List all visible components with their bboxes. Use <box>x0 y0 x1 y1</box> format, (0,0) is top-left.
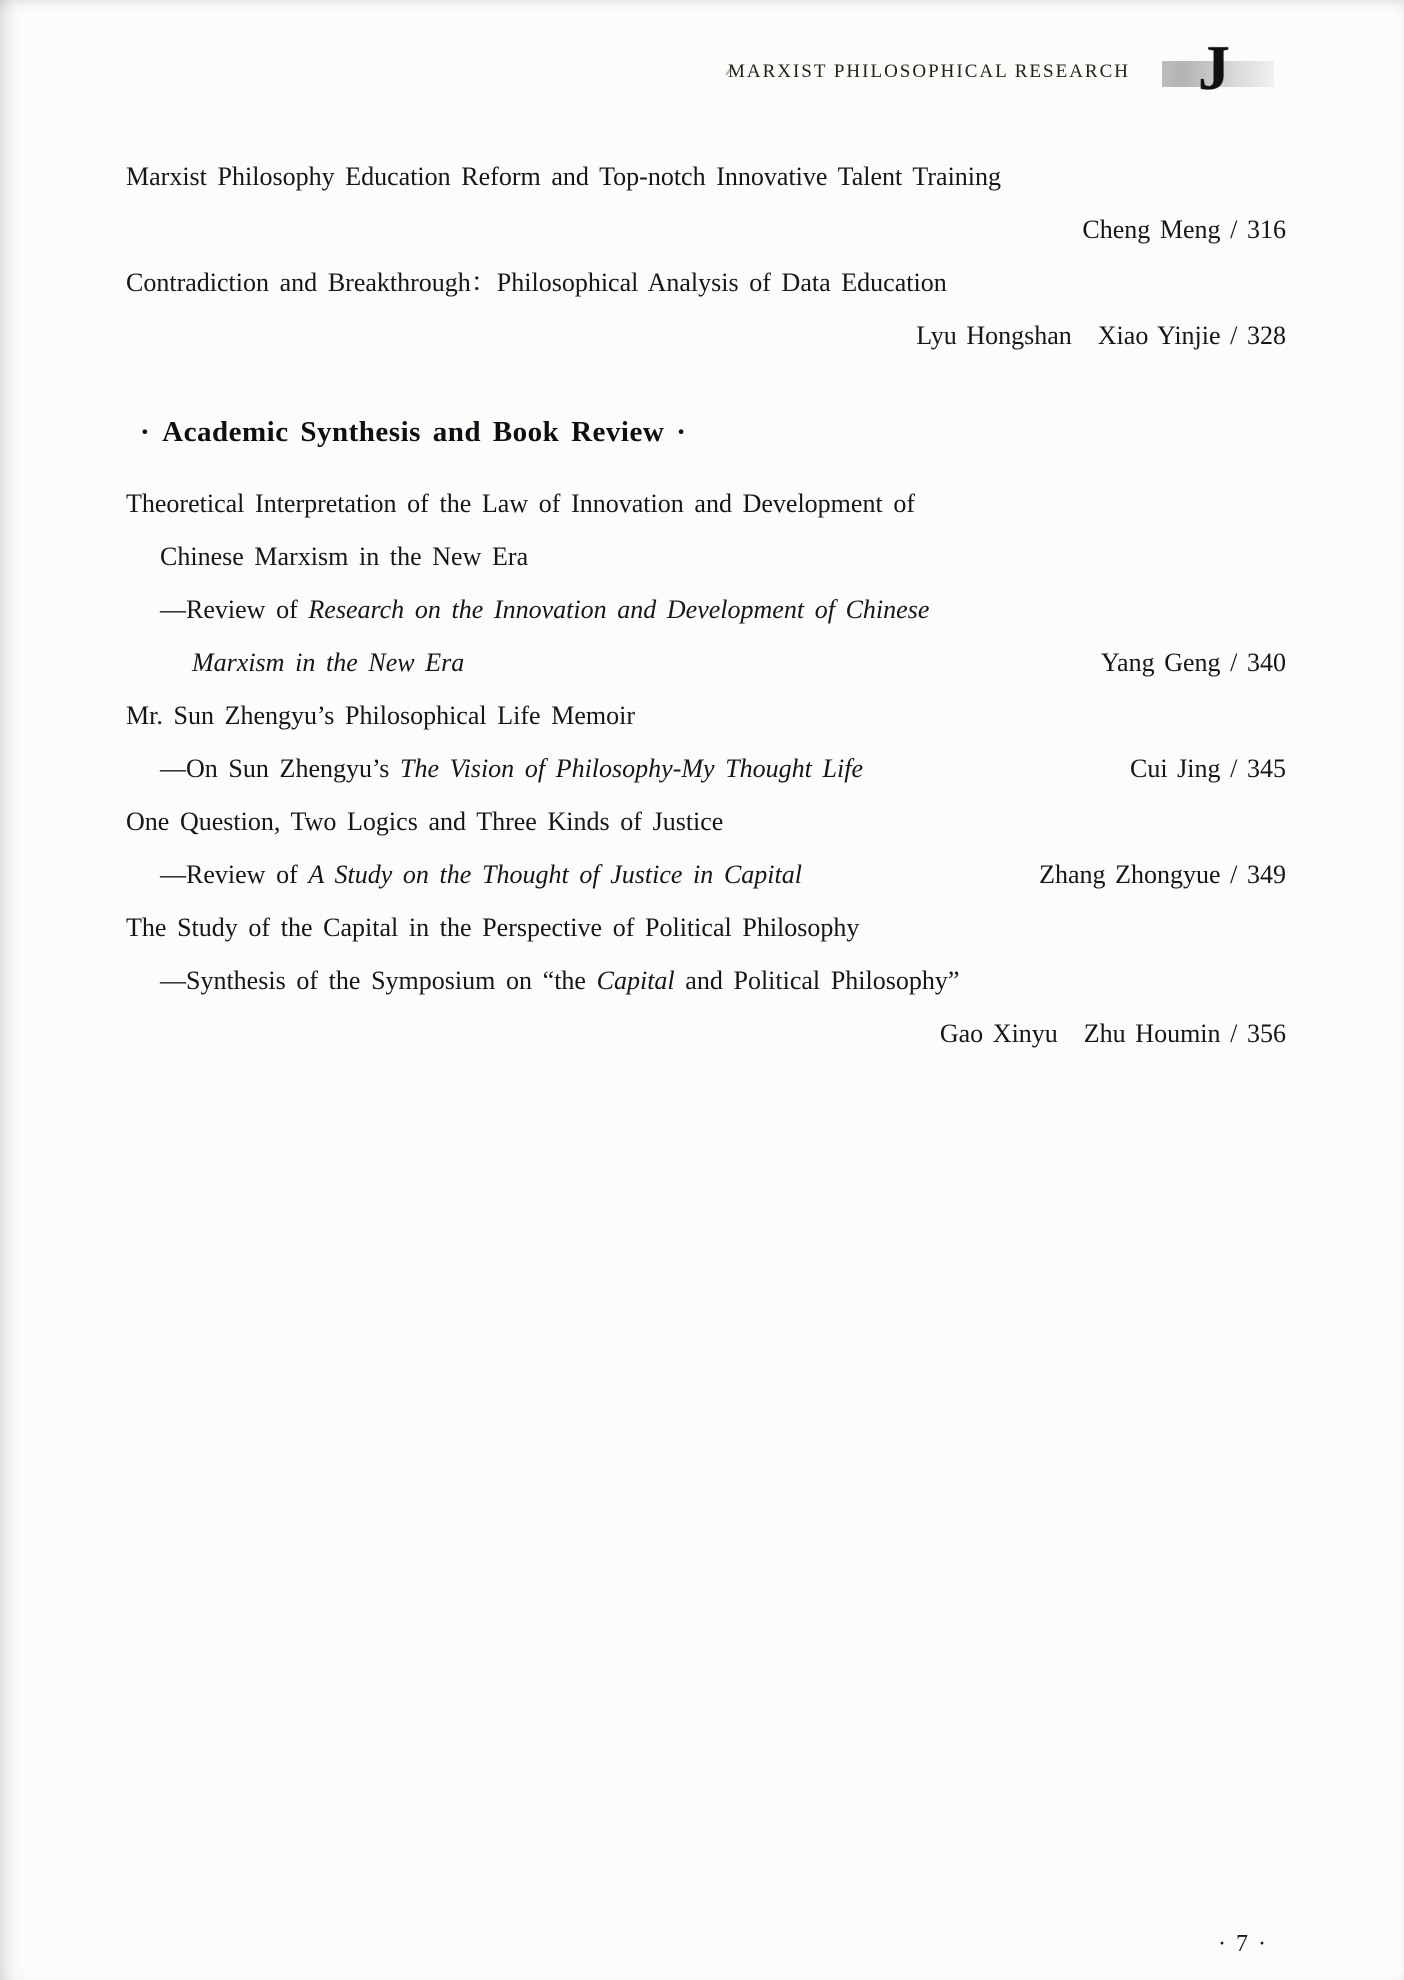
toc-entry <box>126 150 1286 256</box>
toc-line <box>126 530 1286 583</box>
page-number: · 7 · <box>1218 1931 1268 1957</box>
toc-line <box>126 203 1286 256</box>
toc-line-text <box>160 742 863 795</box>
toc-line-text <box>160 583 929 636</box>
toc-line <box>126 309 1286 362</box>
journal-title: MARXIST PHILOSOPHICAL RESEARCH <box>727 61 1130 82</box>
toc-entry <box>126 256 1286 362</box>
toc-title-segment: One Question, Two Logics and Three Kinds of Justice <box>126 807 724 836</box>
section-bullet-right: · <box>676 416 687 448</box>
toc-title-segment: Contradiction and Breakthrough：Philosophical Analysis of Data Education <box>126 268 947 297</box>
journal-logo <box>1162 32 1286 103</box>
toc-line <box>126 795 1286 848</box>
toc-line <box>126 636 1286 689</box>
section-header <box>140 402 1286 462</box>
toc-entry <box>126 901 1286 1060</box>
toc-line-text <box>160 954 959 1007</box>
toc-author-pageref: Lyu Hongshan Xiao Yinjie / 328 <box>916 321 1286 350</box>
toc-line <box>126 477 1286 530</box>
toc-entries <box>126 477 1286 1060</box>
toc-title-segment-italic: Research on the Innovation and Development of Chinese <box>308 595 930 624</box>
toc-line-text <box>126 795 723 848</box>
toc-title-segment: —Synthesis of the Symposium on “the <box>160 966 597 995</box>
toc-title-segment: Mr. Sun Zhengyu’s Philosophical Life Memoir <box>126 701 635 730</box>
toc-line-text <box>126 901 859 954</box>
toc-title-segment: Chinese Marxism in the New Era <box>160 542 529 571</box>
toc-line <box>126 742 1286 795</box>
toc-author-pageref: Cui Jing / 345 <box>1130 754 1286 783</box>
toc-line <box>126 150 1286 203</box>
table-of-contents <box>126 150 1286 1060</box>
toc-line-text <box>126 150 1001 203</box>
section-title: Academic Synthesis and Book Review <box>162 416 665 448</box>
toc-title-segment: —Review of <box>160 595 309 624</box>
toc-title-segment: Theoretical Interpretation of the Law of Innovation and Development of <box>126 489 915 518</box>
toc-author-pageref: Gao Xinyu Zhu Houmin / 356 <box>939 1019 1286 1048</box>
toc-author-pageref: Zhang Zhongyue / 349 <box>1039 860 1286 889</box>
toc-line-text <box>160 530 528 583</box>
toc-title-segment-italic: Capital <box>596 966 675 995</box>
toc-entries-before-section <box>126 150 1286 362</box>
toc-line <box>126 954 1286 1007</box>
toc-title-segment-italic: Marxism in the New Era <box>192 648 465 677</box>
toc-line <box>126 689 1286 742</box>
toc-line-text <box>126 256 947 309</box>
toc-entry <box>126 477 1286 689</box>
toc-title-segment: —Review of <box>160 860 309 889</box>
section-bullet-left: · <box>140 416 151 448</box>
toc-title-segment-italic: The Vision of Philosophy-My Thought Life <box>399 754 864 783</box>
toc-title-segment: The Study of the Capital in the Perspective of Political Philosophy <box>126 913 860 942</box>
logo-letter-j: J <box>1198 32 1230 103</box>
toc-title-segment: —On Sun Zhengyu’s <box>160 754 400 783</box>
running-head <box>0 32 1286 103</box>
toc-line <box>126 256 1286 309</box>
toc-author-pageref: Yang Geng / 340 <box>1100 648 1286 677</box>
toc-line <box>126 848 1286 901</box>
toc-line <box>126 901 1286 954</box>
toc-line-text <box>192 636 464 689</box>
toc-line-text <box>126 689 635 742</box>
toc-line <box>126 1007 1286 1060</box>
toc-line-text <box>160 848 802 901</box>
toc-title-segment: and Political Philosophy” <box>674 966 960 995</box>
toc-title-segment-italic: A Study on the Thought of Justice in Capital <box>308 860 802 889</box>
toc-entry <box>126 689 1286 795</box>
toc-line-text <box>126 477 915 530</box>
toc-author-pageref: Cheng Meng / 316 <box>1082 215 1286 244</box>
toc-line <box>126 583 1286 636</box>
toc-title-segment: Marxist Philosophy Education Reform and Top-notch Innovative Talent Training <box>126 162 1002 191</box>
toc-entry <box>126 795 1286 901</box>
